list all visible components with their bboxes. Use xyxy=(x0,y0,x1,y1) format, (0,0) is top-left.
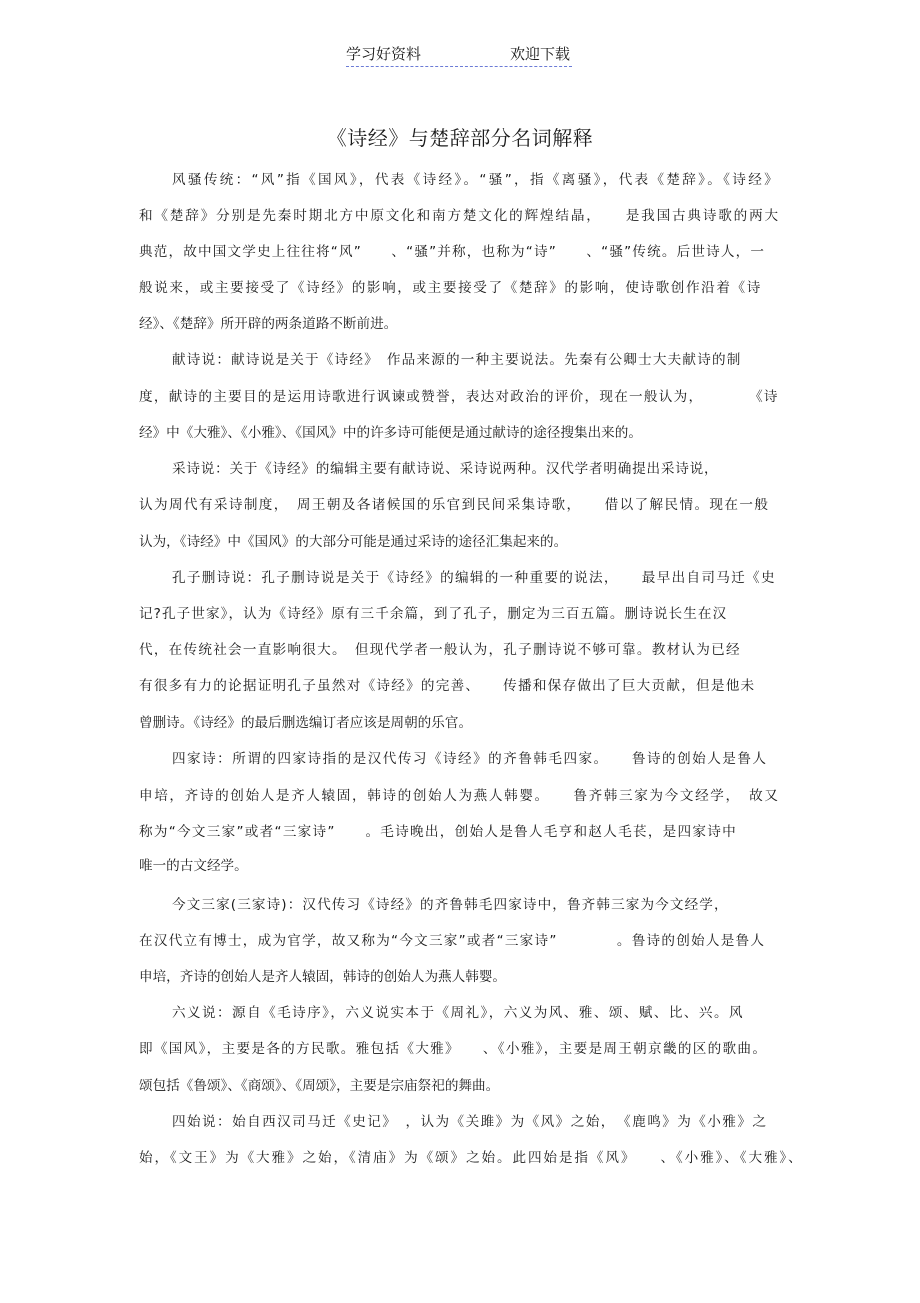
text-line: 今文三家(三家诗)：汉代传习《诗经》的齐鲁韩毛四家诗中，鲁齐韩三家为今文经学， xyxy=(172,897,729,913)
text-line: 典范，故中国文学史上往往将“风” 、“骚”并称，也称为“诗” 、“骚”传统。后世诗人，一 xyxy=(139,244,766,260)
text-line: 唯一的古文经学。 xyxy=(139,858,248,874)
text-line: 在汉代立有博士，成为官学，故又称为“今文三家”或者“三家诗” 。鲁诗的创始人是鲁人 xyxy=(139,933,766,949)
text-line: 认为周代有采诗制度， 周王朝及各诸候国的乐官到民间采集诗歌， 借以了解民情。现在一般 xyxy=(139,497,770,513)
text-line: 曾删诗。《诗经》的最后删选编订者应该是周朝的乐官。 xyxy=(139,715,473,731)
text-line: 度，献诗的主要目的是运用诗歌进行讽谏或赞誉，表达对政治的评价，现在一般认为， 《诗 xyxy=(139,389,779,405)
text-line: 经》、《楚辞》所开辟的两条道路不断前进。 xyxy=(139,316,398,332)
text-line: 申培，齐诗的创始人是齐人辕固，韩诗的创始人为燕人韩婴。 鲁齐韩三家为今文经学， 故又 xyxy=(139,788,780,804)
page-header xyxy=(346,44,572,67)
document-title: 《诗经》与楚辞部分名词解释 xyxy=(326,126,594,150)
text-line: 有很多有力的论据证明孔子虽然对《诗经》的完善、 传播和保存做出了巨大贡献，但是他未 xyxy=(139,678,756,694)
header-left-text: 学习好资料 xyxy=(346,45,422,63)
text-line: 申培，齐诗的创始人是齐人辕固，韩诗的创始人为燕人韩婴。 xyxy=(139,969,507,985)
text-line: 般说来，或主要接受了《诗经》的影响，或主要接受了《楚辞》的影响，使诗歌创作沿着《诗 xyxy=(139,280,762,296)
text-line: 孔子删诗说：孔子删诗说是关于《诗经》的编辑的一种重要的说法， 最早出自司马迁《史 xyxy=(172,570,776,586)
text-line: 风骚传统：“风”指《国风》，代表《诗经》。“骚”，指《离骚》，代表《楚辞》。《诗经》 xyxy=(172,172,781,188)
text-line: 始，《文王》为《大雅》之始，《清庙》为《颂》之始。此四始是指《风》 、《小雅》、《大雅》、 xyxy=(139,1150,804,1166)
text-line: 采诗说：关于《诗经》的编辑主要有献诗说、采诗说两种。汉代学者明确提出采诗说， xyxy=(172,461,719,477)
text-line: 四始说：始自西汉司马迁《史记》 ，认为《关雎》为《风》之始， 《鹿鸣》为《小雅》之 xyxy=(172,1114,768,1130)
text-line: 即《国风》，主要是各的方民歌。雅包括《大雅》 、《小雅》，主要是周王朝京畿的区的歌曲。 xyxy=(139,1041,768,1057)
text-line: 和《楚辞》分别是先秦时期北方中原文化和南方楚文化的辉煌结晶， 是我国古典诗歌的两大 xyxy=(139,208,780,224)
text-line: 颂包括《鲁颂》、《商颂》、《周颂》，主要是宗庙祭祀的舞曲。 xyxy=(139,1078,500,1094)
text-line: 四家诗：所谓的四家诗指的是汉代传习《诗经》的齐鲁韩毛四家。 鲁诗的创始人是鲁人 xyxy=(172,751,768,767)
text-line: 记?孔子世家》，认为《诗经》原有三千余篇，到了孔子，删定为三百五篇。删诗说长生在汉 xyxy=(139,606,728,622)
text-line: 献诗说：献诗说是关于《诗经》 作品来源的一种主要说法。先秦有公卿士大夫献诗的制 xyxy=(172,352,742,368)
text-line: 六义说：源自《毛诗序》，六义说实本于《周礼》，六义为风、雅、颂、赋、比、兴。风 xyxy=(172,1005,744,1021)
text-line: 认为，《诗经》中《国风》的大部分可能是通过采诗的途径汇集起来的。 xyxy=(139,534,568,550)
text-line: 经》中《大雅》、《小雅》、《国风》中的许多诗可能便是通过献诗的途径搜集出来的。 xyxy=(139,425,642,441)
header-right-text: 欢迎下载 xyxy=(509,45,570,63)
text-line: 称为“今文三家”或者“三家诗” 。毛诗晚出，创始人是鲁人毛亨和赵人毛苌，是四家诗中 xyxy=(139,824,737,840)
text-line: 代，在传统社会一直影响很大。 但现代学者一般认为，孔子删诗说不够可靠。教材认为已经 xyxy=(139,642,741,658)
